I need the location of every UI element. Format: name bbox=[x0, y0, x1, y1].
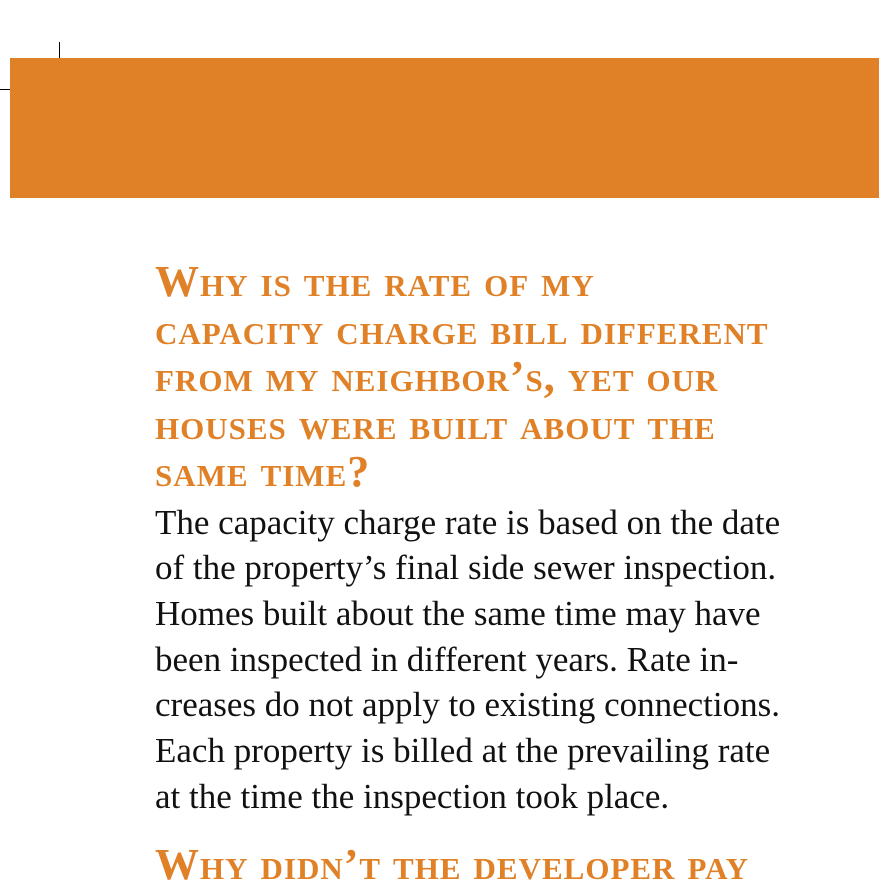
answer-line: Homes built about the same time may have bbox=[155, 593, 761, 633]
answer-line: been inspected in different years. Rate in- bbox=[155, 639, 739, 679]
question-initial: W bbox=[155, 840, 200, 889]
question-heading-text: hy is the rate of my bbox=[200, 257, 595, 306]
question-initial: W bbox=[155, 257, 200, 306]
question-heading-line: same time? bbox=[155, 447, 371, 496]
answer-line: The capacity charge rate is based on the date bbox=[155, 502, 781, 542]
answer-line: at the time the inspection took place. bbox=[155, 776, 670, 816]
question-heading-line: capacity charge bill different bbox=[155, 304, 769, 354]
answer-paragraph bbox=[155, 500, 879, 820]
question-heading bbox=[155, 258, 879, 496]
question-heading-second bbox=[155, 841, 879, 889]
question-heading-line: houses were built about the bbox=[155, 399, 716, 449]
answer-line: creases do not apply to existing connections. bbox=[155, 685, 780, 725]
question-heading-line bbox=[155, 841, 879, 889]
answer-line: of the property’s final side sewer inspection. bbox=[155, 548, 777, 588]
faq-content bbox=[155, 258, 879, 889]
header-band bbox=[10, 58, 879, 198]
question-heading-line bbox=[155, 258, 879, 306]
question-heading-text: hy didn’t the developer pay bbox=[200, 840, 750, 889]
question-heading-line: from my neighbor’s, yet our bbox=[155, 352, 719, 401]
answer-line: Each property is billed at the prevailing rate bbox=[155, 731, 771, 771]
